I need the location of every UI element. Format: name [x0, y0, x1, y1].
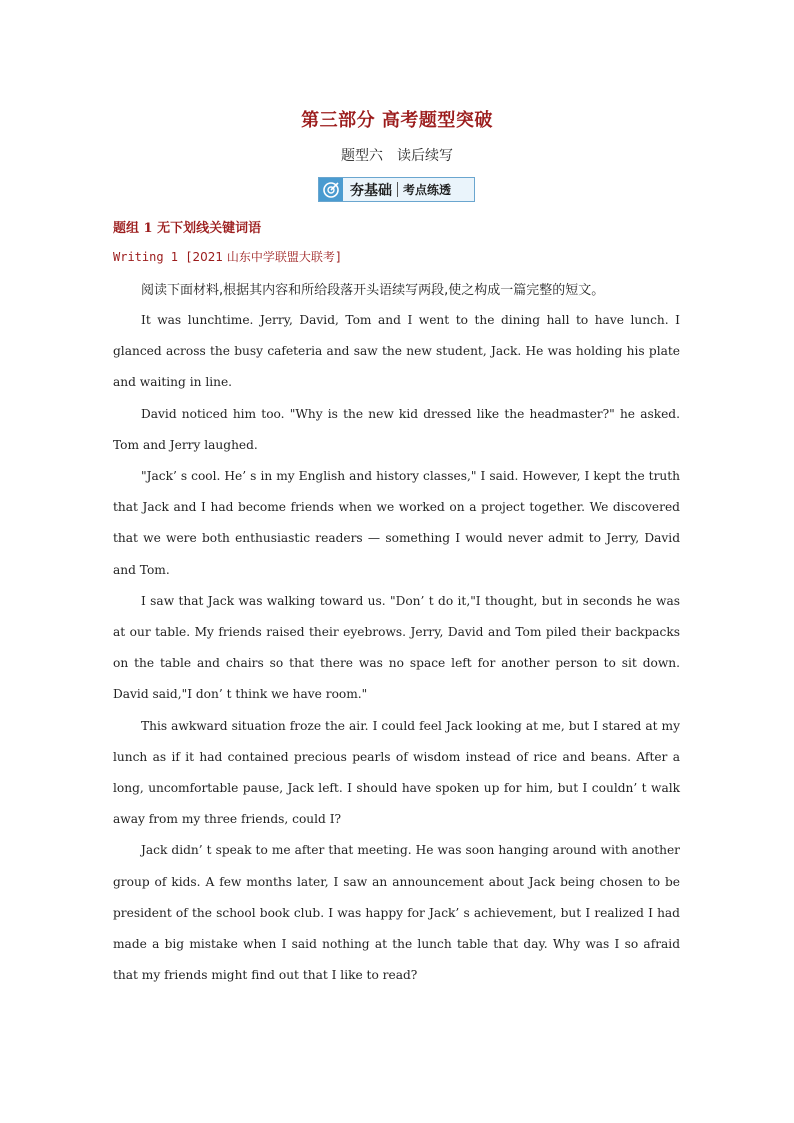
source-line — [113, 248, 342, 265]
paragraph-5: This awkward situation froze the air. I could feel Jack looking at me, but I stared at my lunch as if it had contained precious pearls of wisdom instead of rice and beans. After a long, uncomfortable pause, Jack left. I should have spoken up for him, but I couldn’ t walk away from my three friends, could I? — [113, 718, 680, 827]
page-subtitle: 题型六 读后续写 — [341, 148, 453, 164]
source-prefix: Writing 1 [ — [113, 250, 193, 264]
source-suffix: ] — [334, 250, 343, 264]
badge-sub-label: 考点练透 — [403, 183, 452, 197]
passage — [113, 277, 680, 991]
section-badge — [318, 177, 475, 202]
page-title: 第三部分 高考题型突破 — [301, 110, 493, 131]
target-icon — [319, 178, 343, 201]
source-name: 2021 山东中学联盟大联考 — [192, 250, 335, 264]
paragraph-4: I saw that Jack was walking toward us. "Don’ t do it,"I thought, but in seconds he was at our table. My friends raised their eyebrows. Jerry, David and Tom piled their backpacks on the table and chairs so that there was no space left for another person to sit down. David said,"I don’ t think we have room." — [113, 593, 680, 702]
paragraph-1: It was lunchtime. Jerry, David, Tom and I went to the dining hall to have lunch. I glanced across the busy cafeteria and saw the new student, Jack. He was holding his plate and waiting in line. — [113, 313, 680, 390]
paragraph-2: David noticed him too. "Why is the new kid dressed like the headmaster?" he asked. Tom and Jerry laughed. — [113, 406, 680, 452]
paragraph-3: "Jack’ s cool. He’ s in my English and history classes," I said. However, I kept the truth that Jack and I had become friends when we worked on a project together. We discovered that we were both enthusiastic readers — something I would never admit to Jerry, David and Tom. — [113, 469, 680, 577]
badge-main-label: 夯基础 — [350, 182, 392, 199]
paragraph-6: Jack didn’ t speak to me after that meeting. He was soon hanging around with another group of kids. A few months later, I saw an announcement about Jack being chosen to be president of the school book club. I was happy for Jack’ s achievement, but I realized I had made a big mistake when I said nothing at the lunch table that day. Why was I so afraid that my friends might find out that I like to read? — [113, 843, 680, 983]
instruction: 阅读下面材料,根据其内容和所给段落开头语续写两段,使之构成一篇完整的短文。 — [141, 283, 605, 298]
group-heading: 题组 1 无下划线关键词语 — [113, 221, 262, 236]
